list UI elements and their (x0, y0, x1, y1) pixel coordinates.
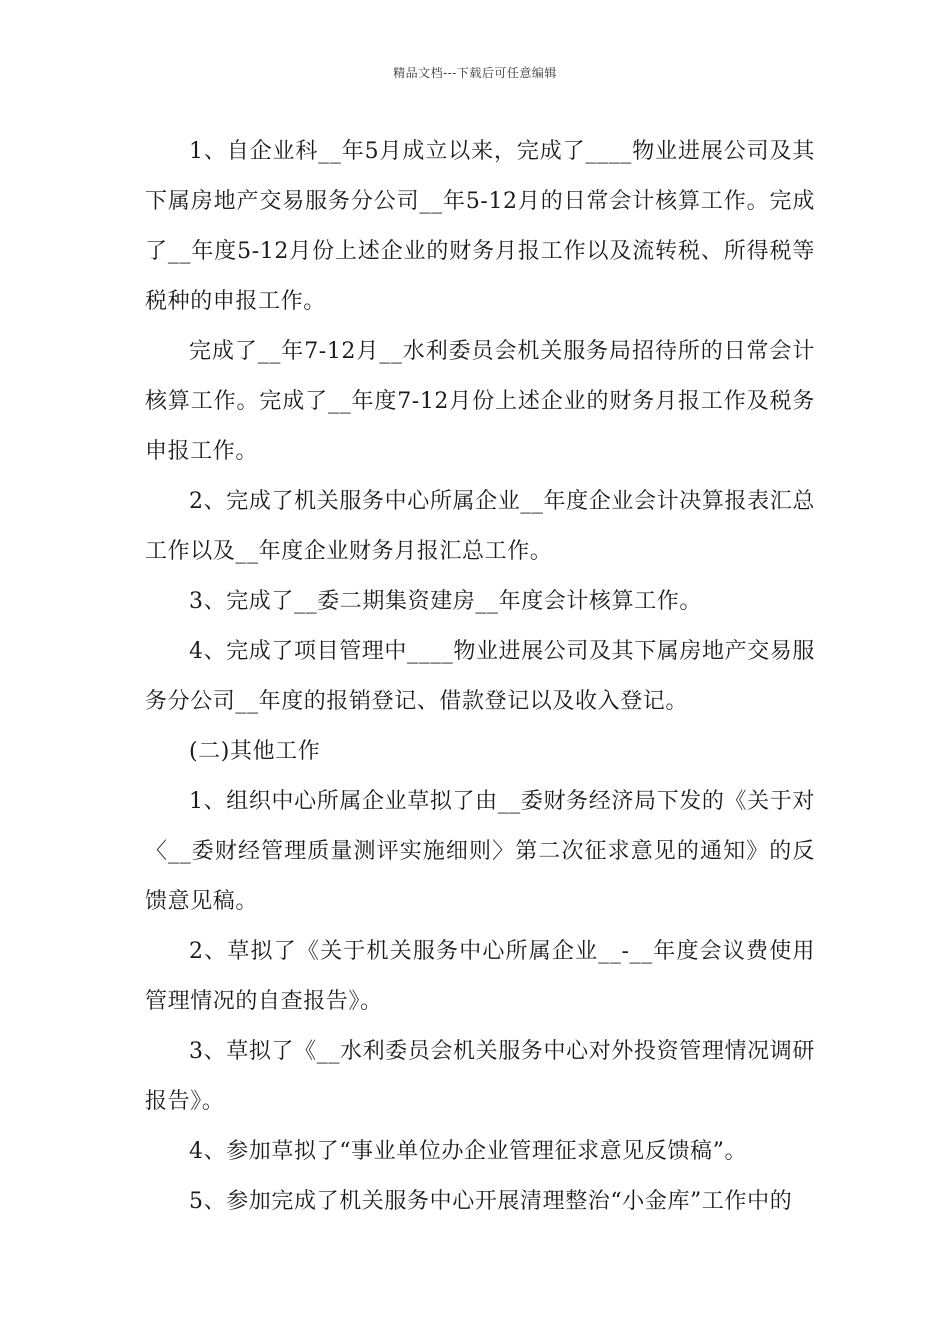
section-heading: (二)其他工作 (189, 739, 321, 764)
paragraph: 完成了__年7-12月__水利委员会机关服务局招待所的日常会计核算工作。完成了__年度7-12月份上述企业的财务月报工作及税务申报工作。 (145, 339, 815, 464)
paragraph: 4、参加草拟了“事业单位办企业管理征求意见反馈稿”。 (189, 1139, 748, 1164)
page-header: 精品文档---下载后可任意编辑 (393, 66, 557, 80)
paragraph: 2、完成了机关服务中心所属企业__年度企业会计决算报表汇总工作以及__年度企业财务月报汇总工作。 (145, 489, 815, 564)
paragraph: 4、完成了项目管理中____物业进展公司及其下属房地产交易服务分公司__年度的报销登记、借款登记以及收入登记。 (145, 639, 815, 714)
paragraph: 5、参加完成了机关服务中心开展清理整治“小金库”工作中的 (189, 1189, 793, 1214)
paragraph: 1、自企业科__年5月成立以来，完成了____物业进展公司及其下属房地产交易服务分公司__年5-12月的日常会计核算工作。完成了__年度5-12月份上述企业的财务月报工作以及流转税、所得税等税种的申报工作。 (145, 139, 815, 314)
paragraph: 3、草拟了《__水利委员会机关服务中心对外投资管理情况调研报告》。 (145, 1039, 815, 1114)
paragraph: 2、草拟了《关于机关服务中心所属企业__-__年度会议费使用管理情况的自查报告》。 (145, 939, 815, 1014)
document-body (145, 127, 815, 1227)
paragraph: 3、完成了__委二期集资建房__年度会计核算工作。 (189, 589, 702, 614)
paragraph: 1、组织中心所属企业草拟了由__委财务经济局下发的《关于对〈__委财经管理质量测评实施细则〉第二次征求意见的通知》的反馈意见稿。 (145, 789, 815, 914)
